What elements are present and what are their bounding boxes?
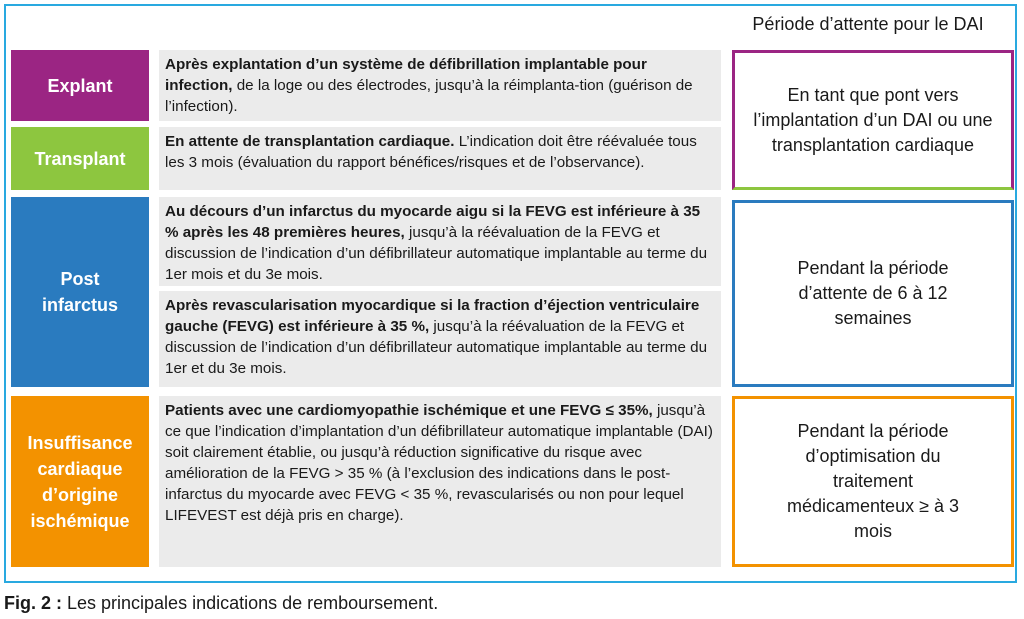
label-insuffisance-text: Insuffisance cardiaque d’origine ischémique: [27, 432, 133, 531]
desc-post-infarctus-1: [159, 197, 721, 286]
period-waiting: [732, 200, 1014, 387]
period-optimisation: [732, 396, 1014, 567]
desc-explant: [159, 50, 721, 121]
label-explant: [11, 50, 149, 121]
label-transplant: [11, 127, 149, 190]
label-post-infarctus-text: Post infarctus: [41, 269, 119, 315]
desc-post-infarctus-1-rest: jusqu’à la réévaluation de la FEVG et discussion de l’indication d’un défibrillateur automatique implantable au terme du 1er mois et du 3e mois.: [165, 224, 708, 283]
desc-insuffisance-rest: jusqu’à ce que l’indication d’implantation d’un défibrillateur automatique implantable (DAI) soit clairement établie, ou jusqu’à réduction significative du risque avec amélioration de la FEVG > 35 % (à l’exclusion des indications dans le post-infarctus du myocarde avec FEVG < 35 %, revascularisés ou non pour lequel LIFEVEST est déjà pris en charge).: [165, 402, 713, 524]
desc-transplant: [159, 127, 721, 190]
desc-post-infarctus-2-rest: jusqu’à la réévaluation de la FEVG et discussion de l’indication d’un défibrillateur automatique implantable au terme du 1er et du 3e mois.: [165, 318, 708, 377]
label-insuffisance: [11, 396, 149, 567]
period-bridge: [732, 50, 1014, 190]
desc-insuffisance-bold: Patients avec une cardiomyopathie ischémique et une FEVG ≤ 35%,: [165, 402, 653, 419]
label-post-infarctus: [11, 197, 149, 387]
desc-post-infarctus-1-bold: Au décours d’un infarctus du myocarde aigu si la FEVG est inférieure à 35 % après les 48 premières heures,: [165, 203, 701, 241]
caption-fig-number: Fig. 2 :: [4, 593, 62, 613]
caption-text: Les principales indications de remboursement.: [62, 593, 439, 613]
desc-explant-bold: Après explantation d’un système de défibrillation implantable pour infection,: [165, 56, 647, 94]
desc-transplant-rest: L’indication doit être réévaluée tous les 3 mois (évaluation du rapport bénéfices/risques et de l’observance).: [165, 133, 697, 171]
period-waiting-text: Pendant la période d’attente de 6 à 12 semaines: [797, 258, 949, 328]
period-optimisation-text: Pendant la période d’optimisation du traitement médicamenteux ≥ à 3 mois: [787, 421, 959, 541]
period-bridge-text: En tant que pont vers l’implantation d’un DAI ou une transplantation cardiaque: [753, 84, 993, 155]
desc-transplant-bold: En attente de transplantation cardiaque.: [165, 133, 455, 150]
column-header: Période d’attente pour le DAI: [752, 14, 984, 34]
figure-caption: [4, 593, 438, 614]
desc-post-infarctus-2-bold: Après revascularisation myocardique si la fraction d’éjection ventriculaire gauche (FEVG) est inférieure à 35 %,: [165, 297, 700, 335]
desc-insuffisance: [159, 396, 721, 567]
label-transplant-text: Transplant: [34, 148, 126, 169]
desc-explant-rest: de la loge ou des électrodes, jusqu’à la réimplanta-tion (guérison de l’infection).: [165, 77, 693, 115]
label-explant-text: Explant: [47, 75, 113, 96]
desc-post-infarctus-2: [159, 291, 721, 387]
